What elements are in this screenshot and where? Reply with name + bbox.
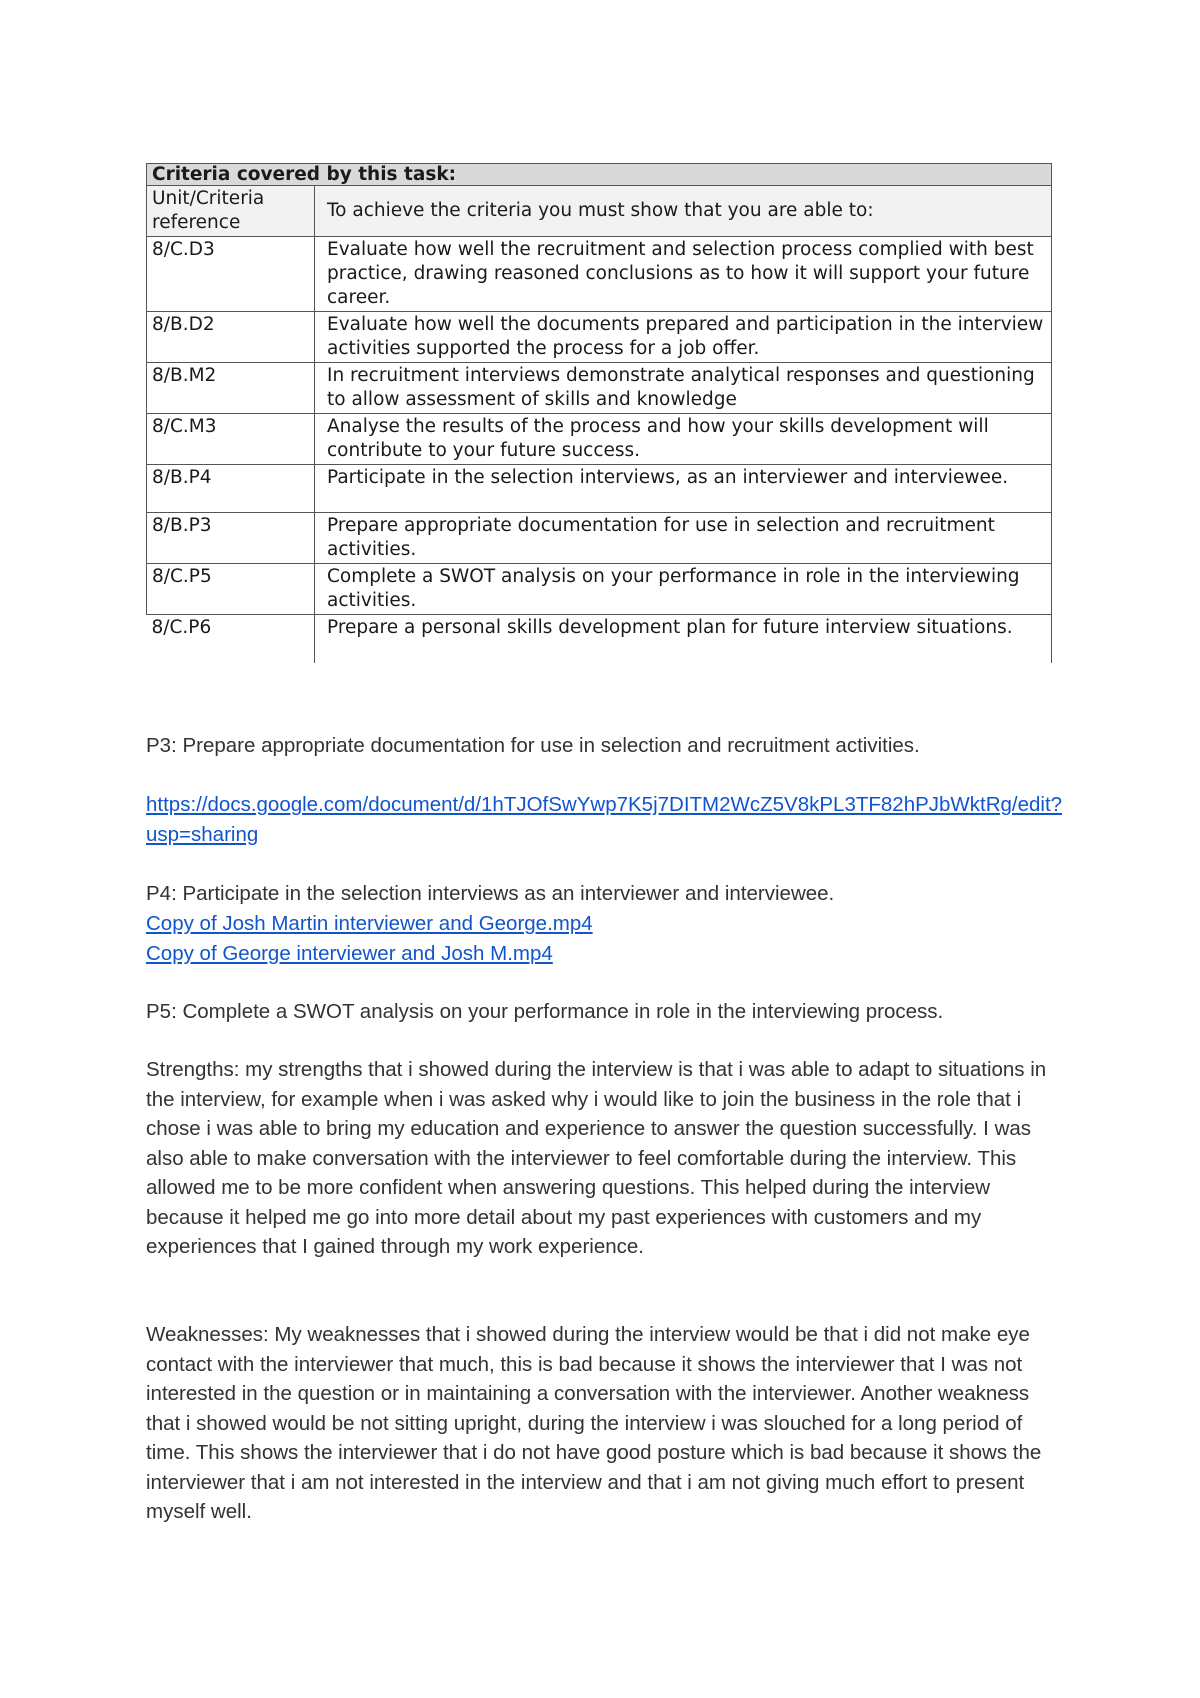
criteria-text: Participate in the selection interviews, as an interviewer and interviewee. xyxy=(315,465,1052,513)
weaknesses-paragraph: Weaknesses: My weaknesses that i showed during the interview would be that i did not make eye contact with the interviewer that much, this is bad because it shows the interviewer that I was not interested in the question or in maintaining a conversation with the interviewer. Another weakness that i showed would be not sitting upright, during the interview i was slouched for a long period of time. This shows the interviewer that i do not have good posture which is bad because it shows the interviewer that i am not interested in the interview and that i am not giving much effort to present myself well. xyxy=(146,1323,1042,1523)
criteria-text: In recruitment interviews demonstrate analytical responses and questioning to allow assessment of skills and knowledge xyxy=(315,363,1052,414)
table-row xyxy=(147,312,1052,363)
table-row xyxy=(147,363,1052,414)
table-row xyxy=(147,414,1052,465)
criteria-ref: 8/B.D2 xyxy=(147,312,315,363)
criteria-title-row xyxy=(147,164,1052,186)
table-row xyxy=(147,465,1052,513)
p3-heading: P3: Prepare appropriate documentation for use in selection and recruitment activities. xyxy=(146,734,920,757)
criteria-text: Evaluate how well the documents prepared and participation in the interview activities supported the process for a job offer. xyxy=(315,312,1052,363)
criteria-ref: 8/C.P5 xyxy=(147,564,315,615)
strengths-paragraph: Strengths: my strengths that i showed during the interview is that i was able to adapt to situations in the interview, for example when i was asked why i would like to join the business in the role that i chose i was able to bring my education and experience to answer the question successfully. I was also able to make conversation with the interviewer to feel comfortable during the interview. This allowed me to be more confident when answering questions. This helped during the interview because it helped me go into more detail about my past experiences with customers and my experiences that I gained through my work experience. xyxy=(146,1058,1047,1258)
table-row xyxy=(147,237,1052,312)
criteria-title: Criteria covered by this task: xyxy=(147,164,1052,186)
criteria-ref: 8/C.P6 xyxy=(147,615,315,663)
criteria-text: Prepare a personal skills development plan for future interview situations. xyxy=(315,615,1052,663)
table-row xyxy=(147,564,1052,615)
criteria-text: Evaluate how well the recruitment and selection process complied with best practice, drawing reasoned conclusions as to how it will support your future career. xyxy=(315,237,1052,312)
criteria-text: Analyse the results of the process and how your skills development will contribute to your future success. xyxy=(315,414,1052,465)
header-ref: Unit/Criteria reference xyxy=(147,186,315,237)
p3-document-link[interactable]: https://docs.google.com/document/d/1hTJOfSwYwp7K5j7DITM2WcZ5V8kPL3TF82hPJbWktRg/edit?usp=sharing xyxy=(146,793,1063,846)
p5-heading: P5: Complete a SWOT analysis on your performance in role in the interviewing process. xyxy=(146,1000,944,1023)
p4-video-link-2[interactable]: Copy of George interviewer and Josh M.mp4 xyxy=(146,942,553,965)
criteria-ref: 8/C.D3 xyxy=(147,237,315,312)
p4-video-link-1[interactable]: Copy of Josh Martin interviewer and George.mp4 xyxy=(146,912,593,935)
p4-heading: P4: Participate in the selection interviews as an interviewer and interviewee. xyxy=(146,882,835,905)
criteria-ref: 8/B.P4 xyxy=(147,465,315,513)
criteria-ref: 8/B.P3 xyxy=(147,513,315,564)
criteria-ref: 8/C.M3 xyxy=(147,414,315,465)
criteria-ref: 8/B.M2 xyxy=(147,363,315,414)
criteria-text: Prepare appropriate documentation for use in selection and recruitment activities. xyxy=(315,513,1052,564)
criteria-header-row xyxy=(147,186,1052,237)
table-row xyxy=(147,615,1052,663)
criteria-text: Complete a SWOT analysis on your performance in role in the interviewing activities. xyxy=(315,564,1052,615)
criteria-table xyxy=(146,163,1052,663)
header-req: To achieve the criteria you must show that you are able to: xyxy=(315,186,1052,237)
table-row xyxy=(147,513,1052,564)
